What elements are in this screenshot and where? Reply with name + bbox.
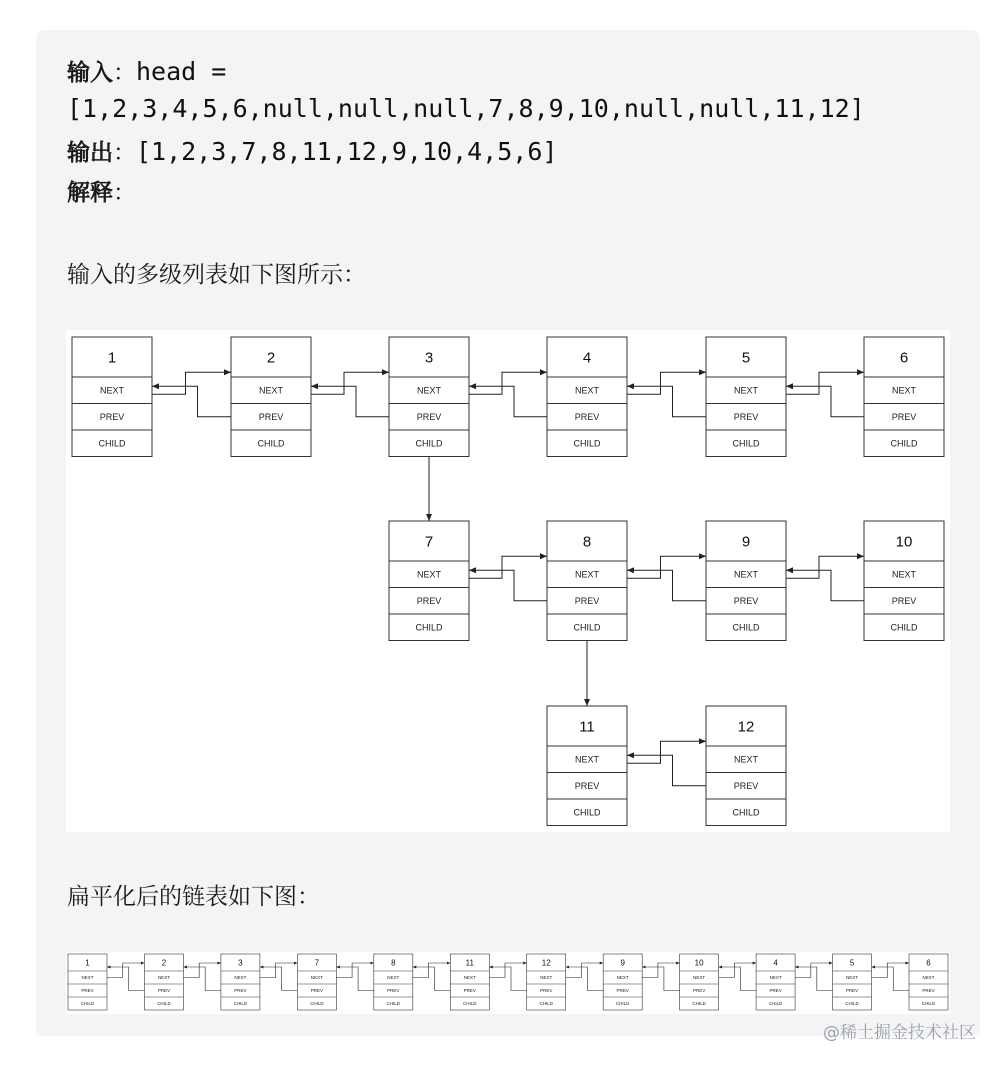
node-field-child: CHILD — [573, 622, 601, 633]
list-node — [864, 337, 944, 457]
prev-pointer — [872, 967, 909, 991]
node-value: 1 — [85, 958, 90, 968]
node-value: 12 — [737, 718, 755, 736]
node-field-child: CHILD — [80, 1001, 95, 1007]
node-field-child: CHILD — [732, 622, 760, 633]
input-value-1: head = — [136, 57, 227, 86]
input-label: 输入 — [67, 60, 113, 86]
node-field-prev: PREV — [891, 411, 917, 422]
node-field-prev: PREV — [693, 988, 706, 994]
node-field-prev: PREV — [416, 595, 442, 606]
node-value: 5 — [741, 349, 751, 367]
next-pointer — [413, 963, 450, 978]
node-field-next: NEXT — [574, 754, 600, 765]
node-field-child: CHILD — [692, 1001, 706, 1007]
next-pointer — [872, 963, 909, 978]
node-value: 8 — [582, 533, 592, 551]
node-field-prev: PREV — [416, 411, 442, 422]
prev-pointer — [413, 967, 450, 991]
node-field-prev: PREV — [258, 411, 284, 422]
node-value: 9 — [741, 533, 751, 551]
node-value: 11 — [465, 958, 474, 968]
explain-line: 解释： — [67, 180, 136, 206]
node-field-prev: PREV — [574, 411, 600, 422]
node-value: 10 — [694, 958, 704, 968]
prev-pointer — [469, 386, 547, 417]
node-value: 9 — [620, 958, 625, 968]
node-value: 2 — [266, 349, 276, 367]
node-field-child: CHILD — [157, 1001, 171, 1007]
next-pointer — [107, 963, 144, 978]
node-value: 7 — [424, 533, 434, 551]
output-line: 输出：[1,2,3,7,8,11,12,9,10,4,5,6] — [67, 137, 558, 166]
next-pointer — [260, 963, 297, 978]
node-field-prev: PREV — [157, 988, 171, 994]
node-field-next: NEXT — [574, 569, 600, 580]
node-field-prev: PREV — [845, 988, 859, 994]
node-field-next: NEXT — [310, 975, 323, 981]
list-node — [909, 954, 948, 1010]
prev-pointer — [260, 967, 297, 991]
multilevel-caption: 输入的多级列表如下图所示： — [67, 262, 366, 288]
node-field-prev: PREV — [733, 411, 759, 422]
prev-pointer — [719, 967, 756, 991]
node-value: 8 — [391, 958, 396, 968]
node-field-child: CHILD — [890, 622, 918, 633]
node-field-child: CHILD — [386, 1001, 401, 1007]
explain-label: 解释 — [67, 180, 113, 206]
node-field-child: CHILD — [539, 1001, 553, 1007]
next-pointer — [336, 963, 373, 978]
node-field-child: CHILD — [732, 807, 760, 818]
node-field-next: NEXT — [463, 975, 476, 981]
node-field-child: CHILD — [768, 1001, 783, 1007]
node-field-prev: PREV — [540, 988, 553, 994]
list-node — [527, 954, 566, 1010]
next-pointer — [152, 372, 231, 394]
prev-pointer — [107, 967, 144, 991]
list-node — [864, 521, 944, 641]
node-field-next: NEXT — [234, 975, 247, 981]
list-node — [756, 954, 795, 1010]
next-pointer — [786, 372, 864, 394]
next-pointer — [719, 963, 756, 978]
node-value: 4 — [773, 958, 778, 968]
prev-pointer — [786, 570, 864, 601]
node-field-child: CHILD — [415, 622, 443, 633]
node-field-child: CHILD — [921, 1001, 936, 1007]
prev-pointer — [627, 386, 706, 417]
node-value: 3 — [238, 958, 243, 968]
next-pointer — [627, 556, 706, 578]
node-field-prev: PREV — [99, 411, 125, 422]
node-field-next: NEXT — [616, 975, 629, 981]
prev-pointer — [642, 967, 679, 991]
node-field-prev: PREV — [891, 595, 917, 606]
node-field-child: CHILD — [310, 1001, 324, 1007]
prev-pointer — [469, 570, 547, 601]
watermark: @稀土掘金技术社区 — [823, 1023, 976, 1043]
list-node — [389, 337, 469, 457]
multilevel-list-svg — [66, 330, 950, 832]
list-node — [603, 954, 642, 1010]
next-pointer — [183, 963, 220, 978]
node-field-prev: PREV — [574, 595, 600, 606]
list-node — [389, 521, 469, 641]
node-field-next: NEXT — [416, 569, 442, 580]
next-pointer — [795, 963, 832, 978]
node-field-next: NEXT — [846, 975, 859, 981]
node-value: 10 — [895, 533, 913, 551]
prev-pointer — [795, 967, 832, 991]
node-field-next: NEXT — [891, 385, 917, 396]
flattened-list-diagram — [66, 952, 950, 1014]
node-field-child: CHILD — [257, 438, 285, 449]
next-pointer — [469, 556, 547, 578]
node-field-child: CHILD — [573, 438, 601, 449]
node-field-next: NEXT — [693, 975, 706, 981]
prev-pointer — [627, 570, 706, 601]
node-field-child: CHILD — [732, 438, 760, 449]
prev-pointer — [566, 967, 603, 991]
input-value-2: [1,2,3,4,5,6,null,null,null,7,8,9,10,null,null,11,12] — [67, 94, 865, 123]
flattened-caption: 扁平化后的链表如下图： — [67, 884, 320, 910]
list-node — [547, 521, 627, 641]
list-node — [68, 954, 107, 1010]
list-node — [547, 337, 627, 457]
node-field-next: NEXT — [258, 385, 284, 396]
node-field-next: NEXT — [574, 385, 600, 396]
node-value: 6 — [926, 958, 931, 968]
next-pointer — [642, 963, 679, 978]
next-pointer — [786, 556, 864, 578]
node-field-prev: PREV — [463, 988, 476, 994]
node-value: 3 — [424, 349, 434, 367]
list-node — [450, 954, 489, 1010]
node-field-child: CHILD — [573, 807, 601, 818]
node-field-next: NEXT — [733, 569, 759, 580]
list-node — [221, 954, 260, 1010]
node-field-next: NEXT — [733, 385, 759, 396]
node-field-next: NEXT — [157, 975, 170, 981]
prev-pointer — [786, 386, 864, 417]
node-field-next: NEXT — [922, 975, 935, 981]
node-field-child: CHILD — [890, 438, 918, 449]
next-pointer — [627, 372, 706, 394]
list-node — [72, 337, 152, 457]
list-node — [297, 954, 336, 1010]
prev-pointer — [627, 755, 706, 786]
output-label: 输出 — [67, 140, 113, 166]
list-node — [144, 954, 183, 1010]
node-field-child: CHILD — [615, 1001, 630, 1007]
node-field-prev: PREV — [769, 988, 782, 994]
node-value: 2 — [161, 958, 167, 968]
prev-pointer — [152, 386, 231, 417]
next-pointer — [489, 963, 526, 978]
node-value: 11 — [579, 718, 595, 736]
node-value: 6 — [899, 349, 909, 367]
node-value: 4 — [582, 349, 592, 367]
node-field-prev: PREV — [733, 780, 759, 791]
node-value: 1 — [107, 349, 117, 367]
prev-pointer — [489, 967, 526, 991]
node-field-child: CHILD — [98, 438, 126, 449]
list-node — [231, 337, 311, 457]
node-field-prev: PREV — [616, 988, 629, 994]
prev-pointer — [183, 967, 220, 991]
list-node — [706, 337, 786, 457]
node-field-next: NEXT — [81, 975, 94, 981]
node-field-prev: PREV — [234, 988, 247, 994]
list-node — [706, 706, 786, 826]
output-value: [1,2,3,7,8,11,12,9,10,4,5,6] — [136, 137, 558, 166]
node-field-child: CHILD — [233, 1001, 248, 1007]
list-node — [374, 954, 413, 1010]
next-pointer — [311, 372, 389, 394]
node-field-next: NEXT — [540, 975, 553, 981]
input-line: 输入：head = — [67, 57, 227, 86]
node-field-prev: PREV — [733, 595, 759, 606]
next-pointer — [566, 963, 603, 978]
node-field-next: NEXT — [891, 569, 917, 580]
list-node — [547, 706, 627, 826]
list-node — [833, 954, 872, 1010]
node-field-prev: PREV — [387, 988, 400, 994]
node-field-child: CHILD — [463, 1001, 477, 1007]
prev-pointer — [336, 967, 373, 991]
next-pointer — [627, 741, 706, 763]
node-value: 12 — [541, 958, 551, 968]
flattened-list-svg — [66, 952, 950, 1014]
node-field-next: NEXT — [733, 754, 759, 765]
node-field-child: CHILD — [845, 1001, 859, 1007]
node-field-child: CHILD — [415, 438, 443, 449]
node-field-prev: PREV — [310, 988, 323, 994]
list-node — [706, 521, 786, 641]
node-field-prev: PREV — [81, 988, 94, 994]
node-field-prev: PREV — [922, 988, 935, 994]
multilevel-list-diagram — [66, 330, 950, 832]
next-pointer — [469, 372, 547, 394]
prev-pointer — [311, 386, 389, 417]
node-field-next: NEXT — [769, 975, 782, 981]
node-value: 7 — [314, 958, 320, 968]
node-field-next: NEXT — [99, 385, 125, 396]
node-field-next: NEXT — [416, 385, 442, 396]
node-value: 5 — [849, 958, 855, 968]
list-node — [680, 954, 719, 1010]
node-field-next: NEXT — [387, 975, 400, 981]
node-field-prev: PREV — [574, 780, 600, 791]
